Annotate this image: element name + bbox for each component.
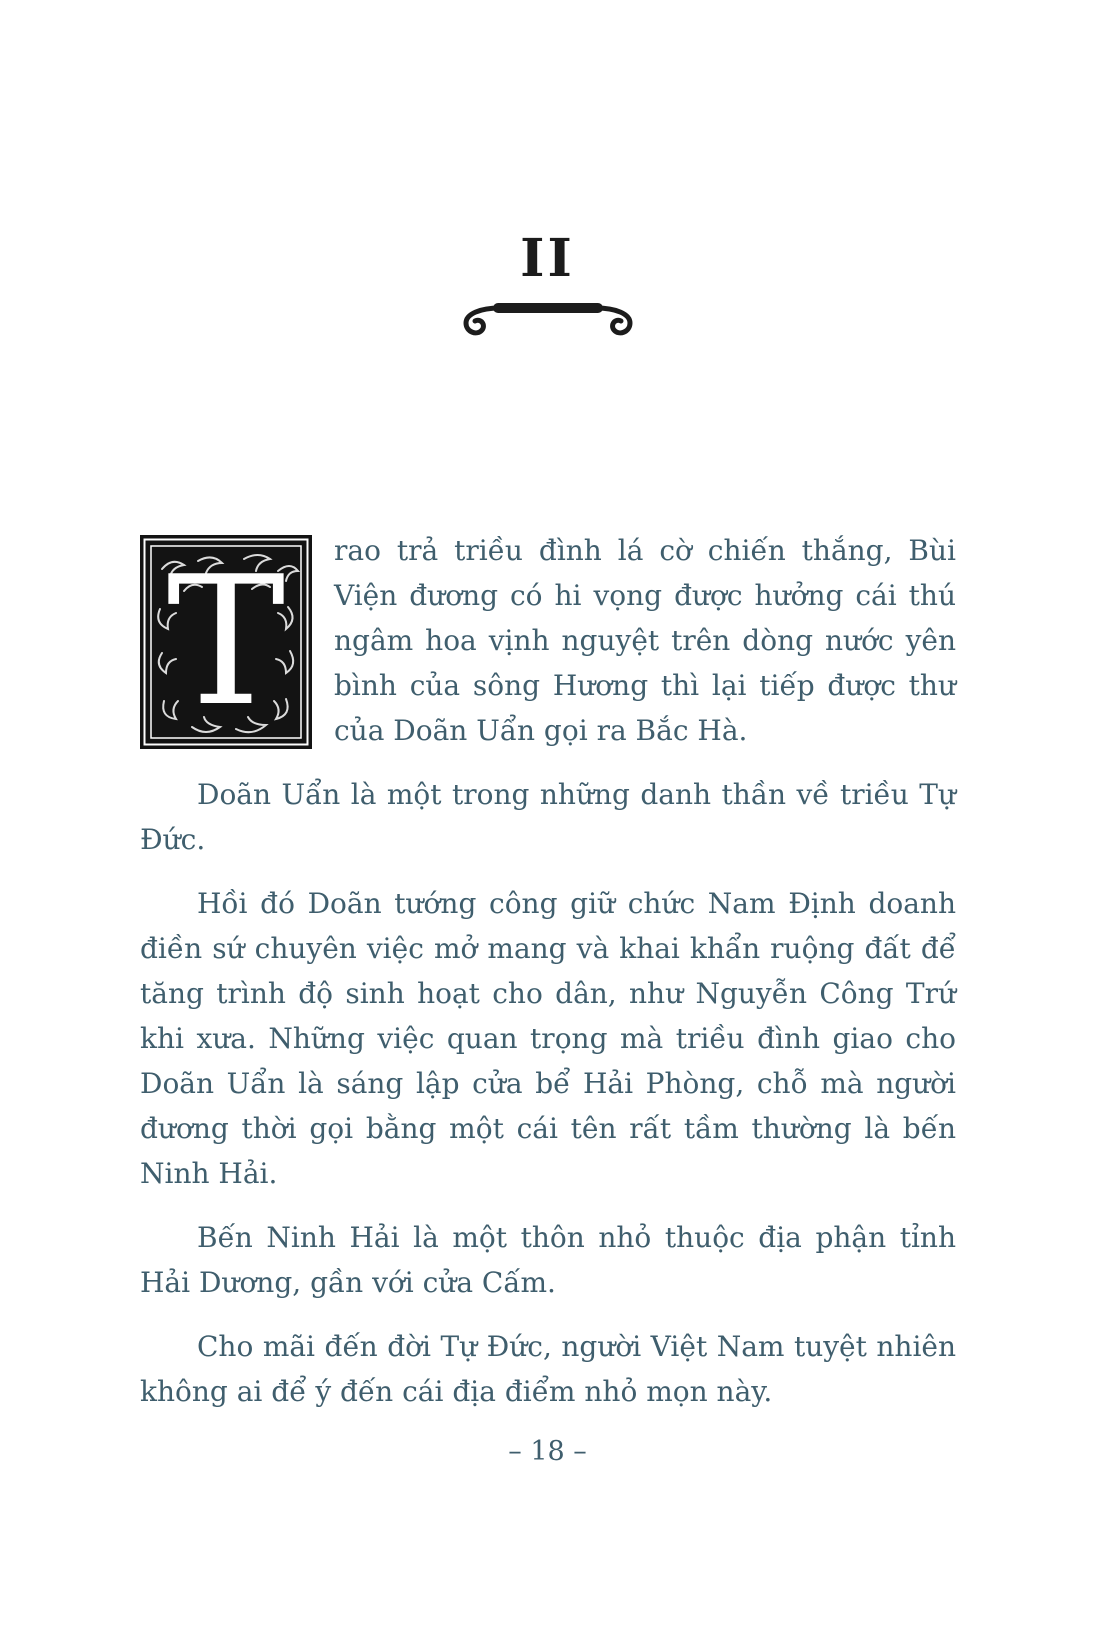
- drop-cap-ornament: [140, 535, 312, 749]
- scroll-flourish-icon: [0, 294, 1095, 338]
- chapter-number: II: [520, 228, 575, 289]
- paragraph: Bến Ninh Hải là một thôn nhỏ thuộc địa phận tỉnh Hải Dương, gần với cửa Cấm.: [140, 1221, 956, 1299]
- paragraph: Cho mãi đến đời Tự Đức, người Việt Nam tuyệt nhiên không ai để ý đến cái địa điểm nhỏ mọn này.: [140, 1330, 956, 1408]
- paragraph-text: rao trả triều đình lá cờ chiến thắng, Bùi Viện đương có hi vọng được hưởng cái thú ngâm hoa vịnh nguyệt trên dòng nước yên bình của sông Hương thì lại tiếp được thư của Doãn Uẩn gọi ra Bắc Hà.: [334, 534, 956, 747]
- paragraph: Hồi đó Doãn tướng công giữ chức Nam Định doanh điền sứ chuyên việc mở mang và khai khẩn ruộng đất để tăng trình độ sinh hoạt cho dân, như Nguyễn Công Trứ khi xưa. Những việc quan trọng mà triều đình giao cho Doãn Uẩn là sáng lập cửa bể Hải Phòng, chỗ mà người đương thời gọi bằng một cái tên rất tầm thường là bến Ninh Hải.: [140, 887, 956, 1190]
- paragraph-first: [140, 528, 956, 753]
- paragraph: Doãn Uẩn là một trong những danh thần về triều Tự Đức.: [140, 778, 956, 856]
- text-block: [140, 528, 956, 1433]
- page-number: – 18 –: [508, 1436, 587, 1467]
- drop-cap-letter: T: [166, 538, 286, 745]
